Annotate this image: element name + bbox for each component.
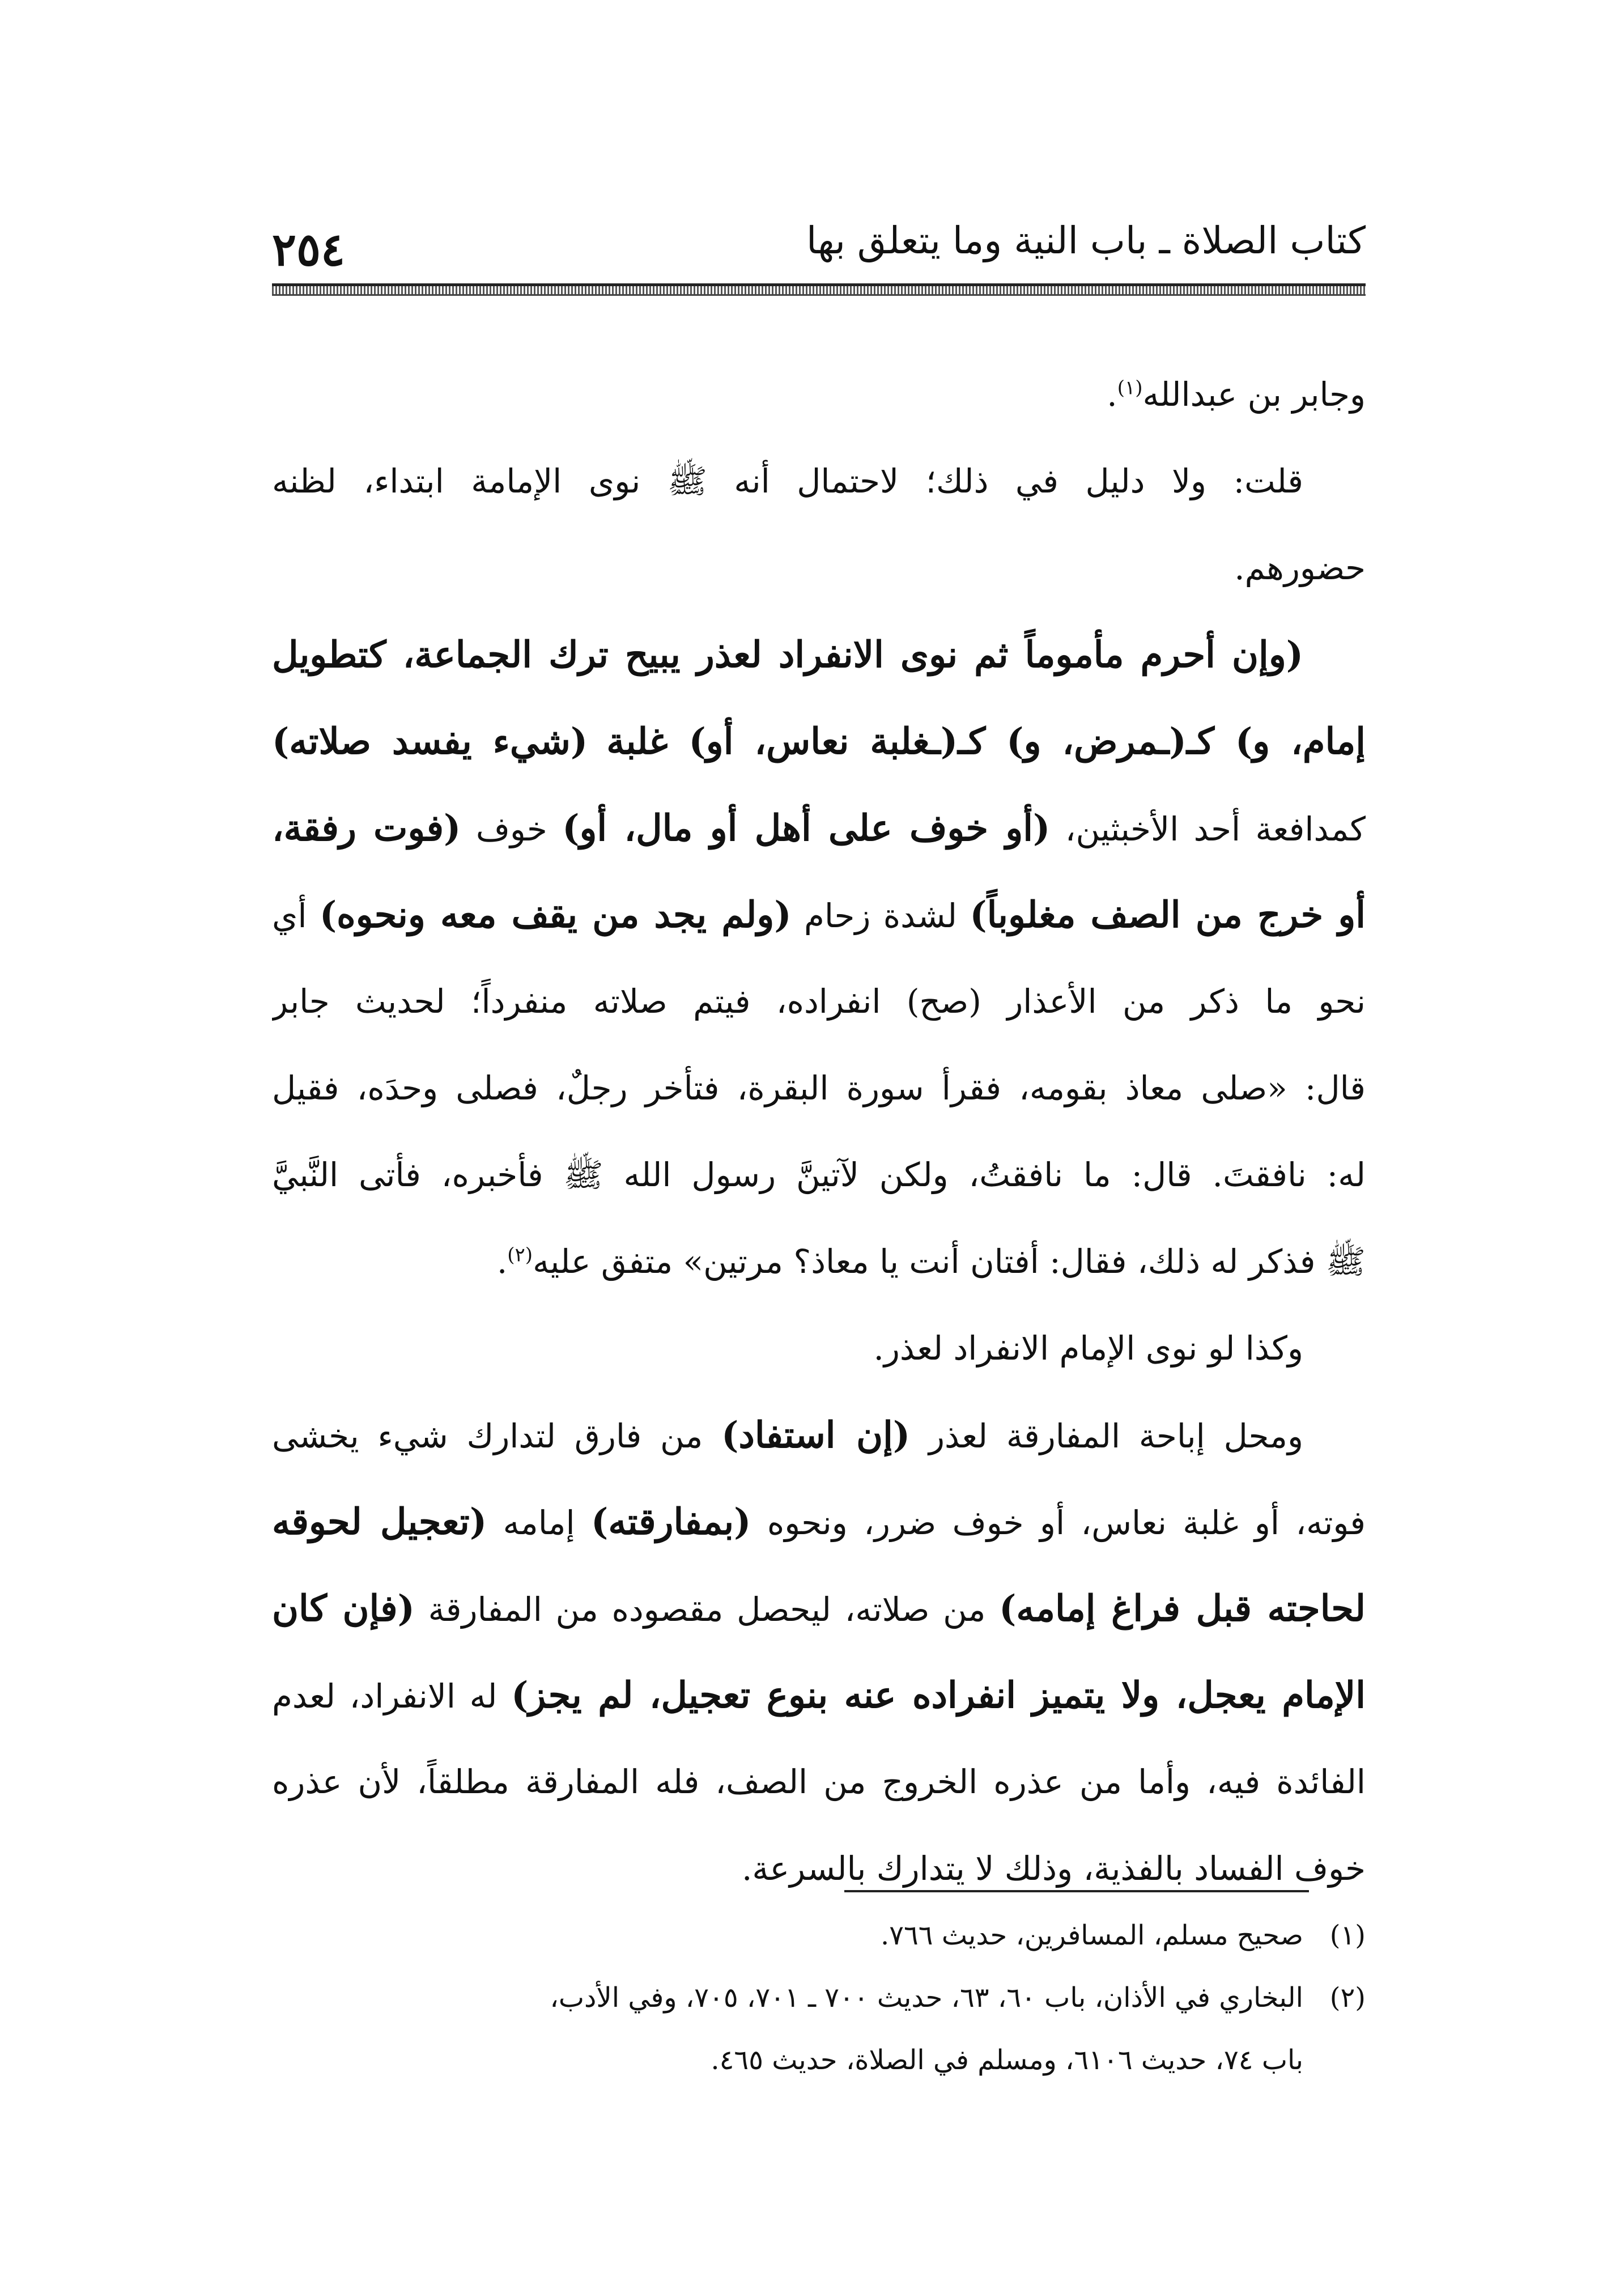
page-header	[272, 210, 1366, 278]
header-rule	[272, 283, 1366, 296]
footnote-text: البخاري في الأذان، باب ٦٠، ٦٣، حديث ٧٠٠ ـ ٧٠١، ٧٠٥، وفي الأدب،	[550, 1982, 1303, 2014]
text-line: قلت: ولا دليل في ذلك؛ لاحتمال أنه ﷺ نوى الإمامة ابتداء، لظنه	[272, 462, 1303, 500]
text-line: نحو ما ذكر من الأعذار (صح) انفراده، فيتم صلاته منفرداً؛ لحديث جابر	[272, 982, 1366, 1021]
text-line: كمدافعة أحد الأخبثين، (أو خوف على أهل أو مال، أو) خوف (فوت رفقة،	[272, 807, 1366, 850]
text-line: الإمام يعجل، ولا يتميز انفراده عنه بنوع تعجيل، لم يجز) له الانفراد، لعدم	[272, 1674, 1366, 1717]
footnote-ref-1: (١)	[1117, 376, 1143, 400]
text-line: ومحل إباحة المفارقة لعذر (إن استفاد) من فارق لتدارك شيء يخشى	[272, 1414, 1304, 1457]
footnote-text: صحيح مسلم، المسافرين، حديث ٧٦٦.	[880, 1920, 1303, 1951]
text-line: ﷺ فذكر له ذلك، فقال: أفتان أنت يا معاذ؟ مرتين» متفق عليه$^{(٢)}$.	[496, 1242, 1366, 1281]
text-line: فوته، أو غلبة نعاس، أو خوف ضرر، ونحوه (بمفارقته) إمامه (تعجيل لحوقه	[272, 1501, 1366, 1543]
text-line: له: نافقتَ. قال: ما نافقتُ، ولكن لآتينَّ رسول الله ﷺ فأخبره، فأتى النَّبيَّ	[272, 1156, 1366, 1194]
footnotes	[238, 1904, 1366, 2091]
footnote-separator	[844, 1890, 1309, 1892]
running-title: كتاب الصلاة ـ باب النية وما يتعلق بها	[806, 219, 1366, 262]
footnote-number: (٢)	[1329, 1982, 1366, 2014]
text-line: إمام، و) كـ(ـمرض، و) كـ(ـغلبة نعاس، أو) غلبة (شيء يفسد صلاته)	[272, 720, 1366, 763]
footnote-2	[238, 1967, 1366, 2029]
footnote-2-continued: باب ٧٤، حديث ٦١٠٦، ومسلم في الصلاة، حديث ٤٦٥.	[711, 2044, 1303, 2076]
footnote-ref-2: (٢)	[507, 1243, 533, 1267]
text-line: الفائدة فيه، وأما من عذره الخروج من الصف، فله المفارقة مطلقاً، لأن عذره	[272, 1763, 1366, 1801]
footnote-1	[238, 1904, 1366, 1967]
text-line: لحاجته قبل فراغ إمامه) من صلاته، ليحصل مقصوده من المفارقة (فإن كان	[272, 1587, 1366, 1630]
page-number: ٢٥٤	[272, 223, 345, 276]
footnote-number: (١)	[1329, 1920, 1366, 1951]
text-line: حضورهم.	[1234, 549, 1366, 587]
text-line: أو خرج من الصف مغلوباً) لشدة زحام (ولم يجد من يقف معه ونحوه) أي	[272, 894, 1366, 936]
text-line: قال: «صلى معاذ بقومه، فقرأ سورة البقرة، فتأخر رجلٌ، فصلى وحدَه، فقيل	[272, 1069, 1366, 1107]
text-line: خوف الفساد بالفذية، وذلك لا يتدارك بالسرعة.	[741, 1849, 1366, 1888]
text-line: (وإن أحرم مأموماً ثم نوى الانفراد لعذر يبيح ترك الجماعة، كتطويل	[272, 634, 1304, 676]
text-line: وكذا لو نوى الإمام الانفراد لعذر.	[873, 1329, 1303, 1368]
text-line: وجابر بن عبدالله$^{(١)}$.	[1107, 375, 1366, 414]
main-text	[272, 351, 1366, 1912]
